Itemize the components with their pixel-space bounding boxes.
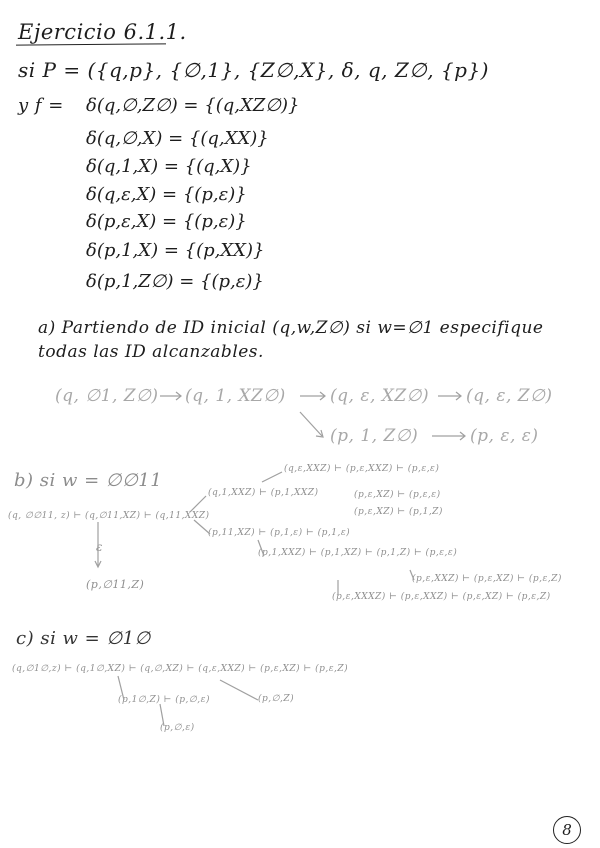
transition-rule: δ(p,1,X) = {(p,XX)}	[86, 240, 265, 261]
transition-rule: δ(q,∅,Z∅) = {(q,XZ∅)}	[86, 95, 300, 116]
id-chain: (p,1∅,Z) ⊢ (p,∅,ε)	[118, 695, 210, 705]
id-node: (q, ε, Z∅)	[466, 386, 553, 406]
transition-function-label: y f =	[18, 95, 64, 116]
id-node: (q, 1, XZ∅)	[185, 386, 286, 406]
id-node: (p,∅,ε)	[160, 723, 195, 733]
transition-rule: δ(q,∅,X) = {(q,XX)}	[86, 128, 269, 149]
id-node: (q, ε, XZ∅)	[330, 386, 430, 406]
id-node: (p,∅11,Z)	[86, 578, 145, 591]
transition-rule: δ(q,ε,X) = {(p,ε)}	[86, 184, 247, 205]
id-chain: (q, ∅∅11, z) ⊢ (q,∅11,XZ) ⊢ (q,11,XXZ)	[8, 511, 210, 521]
id-node: (p, ε, ε)	[470, 426, 539, 446]
id-chain: (p,1,XXZ) ⊢ (p,1,XZ) ⊢ (p,1,Z) ⊢ (p,ε,ε)	[258, 548, 458, 558]
id-node: (q, ∅1, Z∅)	[55, 386, 159, 406]
pda-definition: si P = ({q,p}, {∅,1}, {Z∅,X}, δ, q, Z∅, {p})	[18, 58, 489, 82]
id-chain: (q,∅1∅,z) ⊢ (q,1∅,XZ) ⊢ (q,∅,XZ) ⊢ (q,ε,XXZ) ⊢ (p,ε,XZ) ⊢ (p,ε,Z)	[12, 664, 349, 674]
id-chain: (p,ε,XZ) ⊢ (p,1,Z)	[354, 507, 443, 517]
id-chain: (p,11,XZ) ⊢ (p,1,ε) ⊢ (p,1,ε)	[208, 528, 351, 538]
part-a-statement-cont: todas las ID alcanzables.	[38, 342, 264, 362]
id-chain: (p,ε,XXZ) ⊢ (p,ε,XZ) ⊢ (p,ε,Z)	[412, 574, 562, 584]
part-b-label: b) si w = ∅∅11	[14, 470, 163, 491]
transition-rule: δ(p,1,Z∅) = {(p,ε)}	[86, 271, 264, 292]
transition-rule: δ(q,1,X) = {(q,X)}	[86, 156, 252, 177]
id-node: (p,∅,Z)	[258, 694, 295, 704]
part-a-statement: a) Partiendo de ID inicial (q,w,Z∅) si w=∅1 especifique	[38, 318, 544, 338]
epsilon-label: ε	[96, 540, 103, 554]
transition-rule: δ(p,ε,X) = {(p,ε)}	[86, 211, 247, 232]
id-chain: (q,1,XXZ) ⊢ (p,1,XXZ)	[208, 488, 319, 498]
id-node: (p, 1, Z∅)	[330, 426, 419, 446]
id-chain: (p,ε,XXXZ) ⊢ (p,ε,XXZ) ⊢ (p,ε,XZ) ⊢ (p,ε,Z)	[332, 592, 551, 602]
exercise-title: Ejercicio 6.1.1.	[18, 20, 187, 44]
page-number: 8	[553, 816, 581, 844]
id-chain: (p,ε,XZ) ⊢ (p,ε,ε)	[354, 490, 441, 500]
part-c-label: c) si w = ∅1∅	[16, 628, 151, 649]
id-chain: (q,ε,XXZ) ⊢ (p,ε,XXZ) ⊢ (p,ε,ε)	[284, 464, 440, 474]
